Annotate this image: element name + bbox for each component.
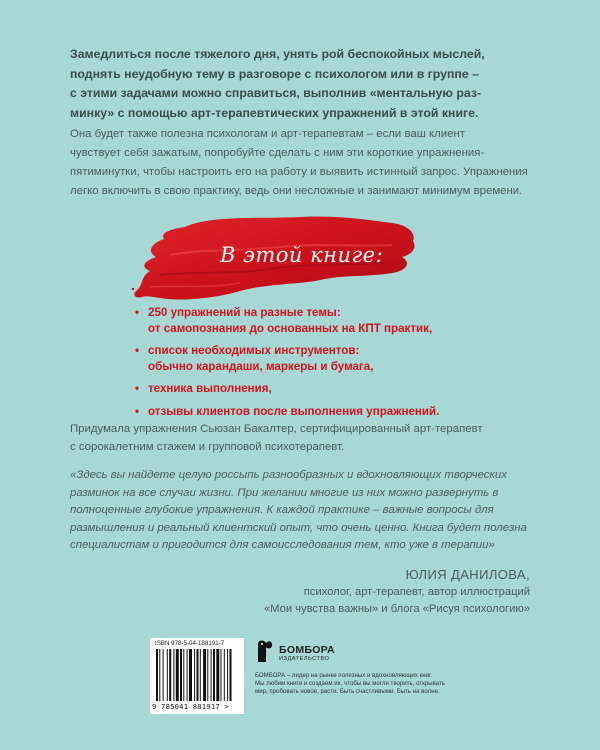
list-item-line: от самопознания до основанных на КПТ практик, <box>148 321 433 335</box>
barcode-bar <box>224 649 225 701</box>
intro-bold-line: минку» с помощью арт-терапевтических упражнений в этой книге. <box>70 105 479 120</box>
publisher-name: БОМБОРА <box>279 644 335 656</box>
bullet-marker: • <box>135 344 140 357</box>
barcode-bar <box>189 649 192 701</box>
barcode-icon <box>156 649 238 701</box>
barcode-digits: 9 785041 881917 > <box>152 702 229 711</box>
red-brush-stroke-banner <box>130 205 420 305</box>
barcode-bar <box>207 649 208 701</box>
list-item-line: отзывы клиентов после выполнения упражнений. <box>148 404 440 418</box>
barcode-bar <box>163 649 164 701</box>
publisher-text-line: Мы любим книги и создаем их, чтобы вы могли творить, открывать <box>255 680 445 688</box>
list-item <box>135 343 535 374</box>
bullet-marker: • <box>135 404 140 418</box>
quote-line: размышления и реальный клиентский опыт, что очень ценно. Книга будет полезна <box>70 521 527 534</box>
bird-logo-icon <box>255 638 275 664</box>
list-item-line: 250 упражнений на разные темы: <box>148 306 341 319</box>
barcode-bar <box>197 649 199 701</box>
list-item <box>135 381 535 397</box>
quote-line: полноценные глубокие упражнения. К каждой практике – важные вопросы для <box>70 504 494 516</box>
barcode-bar <box>169 649 171 701</box>
barcode-bar <box>227 649 228 701</box>
isbn-text: ISBN 978-5-04-188191-7 <box>155 640 225 647</box>
list-item-line: техника выполнения, <box>148 382 272 395</box>
quote-line: специалистам и пригодится для самоисследования тем, кто уже в терапии» <box>70 539 495 551</box>
author-line: Придумала упражнения Сьюзан Бакалтер, сертифицированный арт-терапевт <box>70 423 483 435</box>
intro-bold-line: с этими задачами можно справиться, выполнив «ментальную раз- <box>70 86 482 100</box>
barcode-bar <box>211 649 212 701</box>
quote-line: разминок на все случаи жизни. При желании многие из них можно развернуть в <box>70 486 499 499</box>
quote-signature <box>170 566 530 617</box>
barcode-bar <box>176 649 179 701</box>
barcode-bar <box>167 649 168 701</box>
barcode-bar <box>187 649 188 701</box>
barcode-bar <box>180 649 182 701</box>
barcode-bar <box>194 649 195 701</box>
barcode-box <box>150 638 244 714</box>
publisher-block <box>255 638 445 718</box>
publisher-subtitle: ИЗДАТЕЛЬСТВО <box>279 656 330 662</box>
author-paragraph <box>70 420 530 456</box>
list-item <box>135 404 535 420</box>
publisher-text-line: мир, пробовать новое, расти. Быть счастливыми. Быть на волне. <box>255 688 440 696</box>
publisher-text-line: БОМБОРА – лидер на рынке полезных и вдохновляющих книг. <box>255 672 433 679</box>
intro-regular-line: Она будет также полезна психологам и арт-терапевтам – если ваш клиент <box>70 128 465 140</box>
barcode-bar <box>156 649 158 701</box>
intro-bold-paragraph <box>70 45 530 123</box>
publisher-description <box>255 672 445 697</box>
bullet-marker: • <box>135 306 140 319</box>
intro-regular-line: легко включить в свою практику, ведь они несложные и занимают минимум времени. <box>70 185 523 197</box>
barcode-bar <box>213 649 215 701</box>
contents-bullet-list <box>135 305 535 426</box>
barcode-bar <box>221 649 222 701</box>
list-item-line: обычно карандаши, маркеры и бумага, <box>148 359 374 373</box>
barcode-bar <box>159 649 160 701</box>
barcode-bar <box>203 649 206 701</box>
brush-title: В этой книге: <box>220 243 384 267</box>
quote-line: «Здесь вы найдете целую россыпь разнообразных и вдохновляющих творческих <box>70 469 507 481</box>
list-item <box>135 305 535 336</box>
intro-regular-line: пятиминутки, чтобы настроить его на работу и выявить истинный запрос. Упражнения <box>70 166 528 178</box>
intro-bold-line: Замедлиться после тяжелого дня, унять рой беспокойных мыслей, <box>70 47 485 61</box>
barcode-bar <box>200 649 201 701</box>
barcode-bar <box>173 649 174 701</box>
testimonial-quote <box>70 467 530 555</box>
intro-regular-line: чувствует себя зажатым, попробуйте сделать с ним эти короткие упражнения- <box>70 147 485 159</box>
signature-line: «Мои чувства важны» и блога «Рисуя психологию» <box>263 602 530 615</box>
barcode-bar <box>216 649 219 701</box>
intro-regular-paragraph <box>70 125 530 201</box>
author-line: с сорокалетним стажем и групповой психотерапевт. <box>70 441 345 453</box>
barcode-bar <box>230 649 232 701</box>
signature-name: ЮЛИЯ ДАНИЛОВА, <box>405 567 530 582</box>
bullet-marker: • <box>135 382 140 395</box>
intro-bold-line: поднять неудобную тему в разговоре с психологом или в группе – <box>70 66 479 81</box>
barcode-bar <box>183 649 184 701</box>
list-item-line: список необходимых инструментов: <box>148 344 360 357</box>
signature-line: психолог, арт-терапевт, автор иллюстраций <box>303 586 530 598</box>
